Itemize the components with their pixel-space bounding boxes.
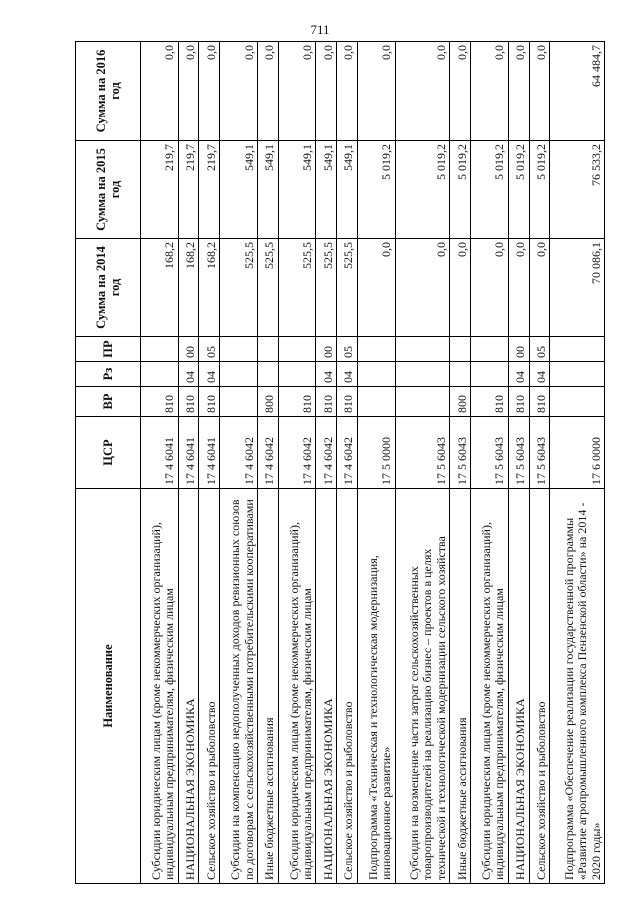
cell-rz (257, 362, 278, 387)
cell-pr (357, 337, 395, 362)
table-row (450, 42, 471, 884)
cell-name: Субсидии на компенсацию недополученных доходов ревизионных союзов по договорам с сельскохозяйственными потребительскими кооперативами (220, 489, 258, 884)
table-row (471, 42, 509, 884)
table-row (529, 42, 550, 884)
cell-2015: 5 019,2 (508, 141, 529, 239)
header-row (76, 42, 141, 884)
page-number: 711 (310, 22, 330, 37)
cell-pr: 05 (199, 337, 220, 362)
header-pr: ПР (76, 337, 141, 362)
cell-name: Сельское хозяйство и рыболовство (529, 489, 550, 884)
cell-rz (395, 362, 450, 387)
cell-pr (257, 337, 278, 362)
cell-pr: 00 (316, 337, 337, 362)
header-2015: Сумма на 2015 год (76, 141, 141, 239)
cell-vr (550, 387, 605, 417)
cell-2014: 0,0 (508, 239, 529, 337)
table-row (257, 42, 278, 884)
cell-pr (450, 337, 471, 362)
budget-table (75, 41, 605, 884)
cell-rz: 04 (199, 362, 220, 387)
cell-rz (220, 362, 258, 387)
header-csr: ЦСР (76, 417, 141, 489)
cell-pr (471, 337, 509, 362)
cell-csr: 17 4 6041 (199, 417, 220, 489)
cell-vr: 810 (337, 387, 358, 417)
rotated-table-frame (75, 42, 605, 884)
table-row (220, 42, 258, 884)
cell-rz (141, 362, 179, 387)
cell-rz: 04 (508, 362, 529, 387)
cell-name: Подпрограмма «Обеспечение реализации государственной программы «Развитие агропромышленного комплекса Пензенской области» на 2014 - 2020 годы» (550, 489, 605, 884)
cell-name: НАЦИОНАЛЬНАЯ ЭКОНОМИКА (178, 489, 199, 884)
cell-2016: 0,0 (471, 42, 509, 141)
cell-csr: 17 4 6042 (257, 417, 278, 489)
cell-pr: 05 (529, 337, 550, 362)
cell-2014: 168,2 (199, 239, 220, 337)
header-2014: Сумма на 2014 год (76, 239, 141, 337)
cell-pr (278, 337, 316, 362)
table-row (316, 42, 337, 884)
cell-rz: 04 (316, 362, 337, 387)
cell-2015: 5 019,2 (471, 141, 509, 239)
cell-2016: 0,0 (141, 42, 179, 141)
header-vr: ВР (76, 387, 141, 417)
cell-2015: 549,1 (220, 141, 258, 239)
cell-rz (550, 362, 605, 387)
cell-pr (395, 337, 450, 362)
table-row (278, 42, 316, 884)
cell-rz: 04 (337, 362, 358, 387)
table-row (550, 42, 605, 884)
cell-csr: 17 5 6043 (508, 417, 529, 489)
cell-2014: 0,0 (450, 239, 471, 337)
cell-rz (357, 362, 395, 387)
cell-name: Субсидии юридическим лицам (кроме некоммерческих организаций), индивидуальным предпринимателям, физическим лицам (278, 489, 316, 884)
cell-vr: 800 (450, 387, 471, 417)
cell-csr: 17 4 6042 (278, 417, 316, 489)
cell-2015: 5 019,2 (357, 141, 395, 239)
cell-2015: 549,1 (316, 141, 337, 239)
cell-2015: 549,1 (278, 141, 316, 239)
cell-pr: 05 (337, 337, 358, 362)
table-row (357, 42, 395, 884)
cell-pr (550, 337, 605, 362)
cell-2014: 525,5 (257, 239, 278, 337)
cell-2015: 549,1 (257, 141, 278, 239)
header-2016: Сумма на 2016 год (76, 42, 141, 141)
cell-2016: 0,0 (257, 42, 278, 141)
cell-2016: 0,0 (529, 42, 550, 141)
cell-name: НАЦИОНАЛЬНАЯ ЭКОНОМИКА (316, 489, 337, 884)
cell-name: Субсидии на возмещение части затрат сельскохозяйственных товаропроизводителей на реализацию бизнес – проектов в целях технической и технологической модернизации сельского хозяйства (395, 489, 450, 884)
cell-name: Сельское хозяйство и рыболовство (199, 489, 220, 884)
cell-2016: 0,0 (199, 42, 220, 141)
cell-vr (357, 387, 395, 417)
cell-2016: 0,0 (337, 42, 358, 141)
cell-2015: 219,7 (199, 141, 220, 239)
cell-2014: 0,0 (529, 239, 550, 337)
cell-vr: 810 (316, 387, 337, 417)
cell-rz (278, 362, 316, 387)
cell-rz: 04 (178, 362, 199, 387)
cell-csr: 17 5 6043 (529, 417, 550, 489)
cell-2016: 0,0 (357, 42, 395, 141)
cell-2016: 0,0 (395, 42, 450, 141)
cell-csr: 17 4 6042 (316, 417, 337, 489)
cell-vr: 810 (141, 387, 179, 417)
cell-pr (141, 337, 179, 362)
cell-csr: 17 5 0000 (357, 417, 395, 489)
cell-2015: 5 019,2 (450, 141, 471, 239)
cell-csr: 17 5 6043 (395, 417, 450, 489)
cell-pr: 00 (178, 337, 199, 362)
table-row (178, 42, 199, 884)
cell-vr: 810 (199, 387, 220, 417)
cell-rz (450, 362, 471, 387)
cell-csr: 17 5 6043 (450, 417, 471, 489)
header-name: Наименование (76, 489, 141, 884)
cell-2015: 219,7 (178, 141, 199, 239)
cell-2016: 0,0 (220, 42, 258, 141)
cell-pr: 00 (508, 337, 529, 362)
cell-rz (471, 362, 509, 387)
cell-vr: 810 (529, 387, 550, 417)
cell-name: Иные бюджетные ассигнования (257, 489, 278, 884)
cell-vr (220, 387, 258, 417)
cell-2015: 5 019,2 (395, 141, 450, 239)
cell-2014: 525,5 (337, 239, 358, 337)
cell-vr: 810 (471, 387, 509, 417)
cell-vr: 800 (257, 387, 278, 417)
table-row (395, 42, 450, 884)
cell-name: Иные бюджетные ассигнования (450, 489, 471, 884)
cell-2014: 0,0 (357, 239, 395, 337)
cell-2015: 76 533,2 (550, 141, 605, 239)
table-row (199, 42, 220, 884)
cell-2014: 525,5 (220, 239, 258, 337)
cell-csr: 17 4 6041 (141, 417, 179, 489)
cell-2014: 70 086,1 (550, 239, 605, 337)
cell-pr (220, 337, 258, 362)
cell-vr: 810 (508, 387, 529, 417)
cell-2014: 0,0 (471, 239, 509, 337)
cell-name: Подпрограмма «Техническая и технологическая модернизация, инновационное развитие» (357, 489, 395, 884)
cell-name: Субсидии юридическим лицам (кроме некоммерческих организаций), индивидуальным предпринимателям, физическим лицам (471, 489, 509, 884)
cell-2014: 525,5 (316, 239, 337, 337)
cell-csr: 17 4 6041 (178, 417, 199, 489)
cell-2016: 64 484,7 (550, 42, 605, 141)
cell-2016: 0,0 (316, 42, 337, 141)
cell-2016: 0,0 (178, 42, 199, 141)
cell-vr: 810 (278, 387, 316, 417)
table-row (508, 42, 529, 884)
cell-2014: 0,0 (395, 239, 450, 337)
cell-2015: 549,1 (337, 141, 358, 239)
cell-csr: 17 4 6042 (220, 417, 258, 489)
cell-vr (395, 387, 450, 417)
cell-name: НАЦИОНАЛЬНАЯ ЭКОНОМИКА (508, 489, 529, 884)
cell-2015: 5 019,2 (529, 141, 550, 239)
cell-2014: 168,2 (141, 239, 179, 337)
cell-vr: 810 (178, 387, 199, 417)
cell-csr: 17 6 0000 (550, 417, 605, 489)
cell-name: Субсидии юридическим лицам (кроме некоммерческих организаций), индивидуальным предпринимателям, физическим лицам (141, 489, 179, 884)
cell-csr: 17 5 6043 (471, 417, 509, 489)
cell-rz: 04 (529, 362, 550, 387)
cell-csr: 17 4 6042 (337, 417, 358, 489)
header-rz: Рз (76, 362, 141, 387)
cell-name: Сельское хозяйство и рыболовство (337, 489, 358, 884)
cell-2014: 525,5 (278, 239, 316, 337)
cell-2016: 0,0 (508, 42, 529, 141)
cell-2015: 219,7 (141, 141, 179, 239)
cell-2016: 0,0 (450, 42, 471, 141)
table-row (141, 42, 179, 884)
cell-2016: 0,0 (278, 42, 316, 141)
table-header (76, 42, 141, 884)
cell-2014: 168,2 (178, 239, 199, 337)
table-row (337, 42, 358, 884)
table-body (141, 42, 605, 884)
